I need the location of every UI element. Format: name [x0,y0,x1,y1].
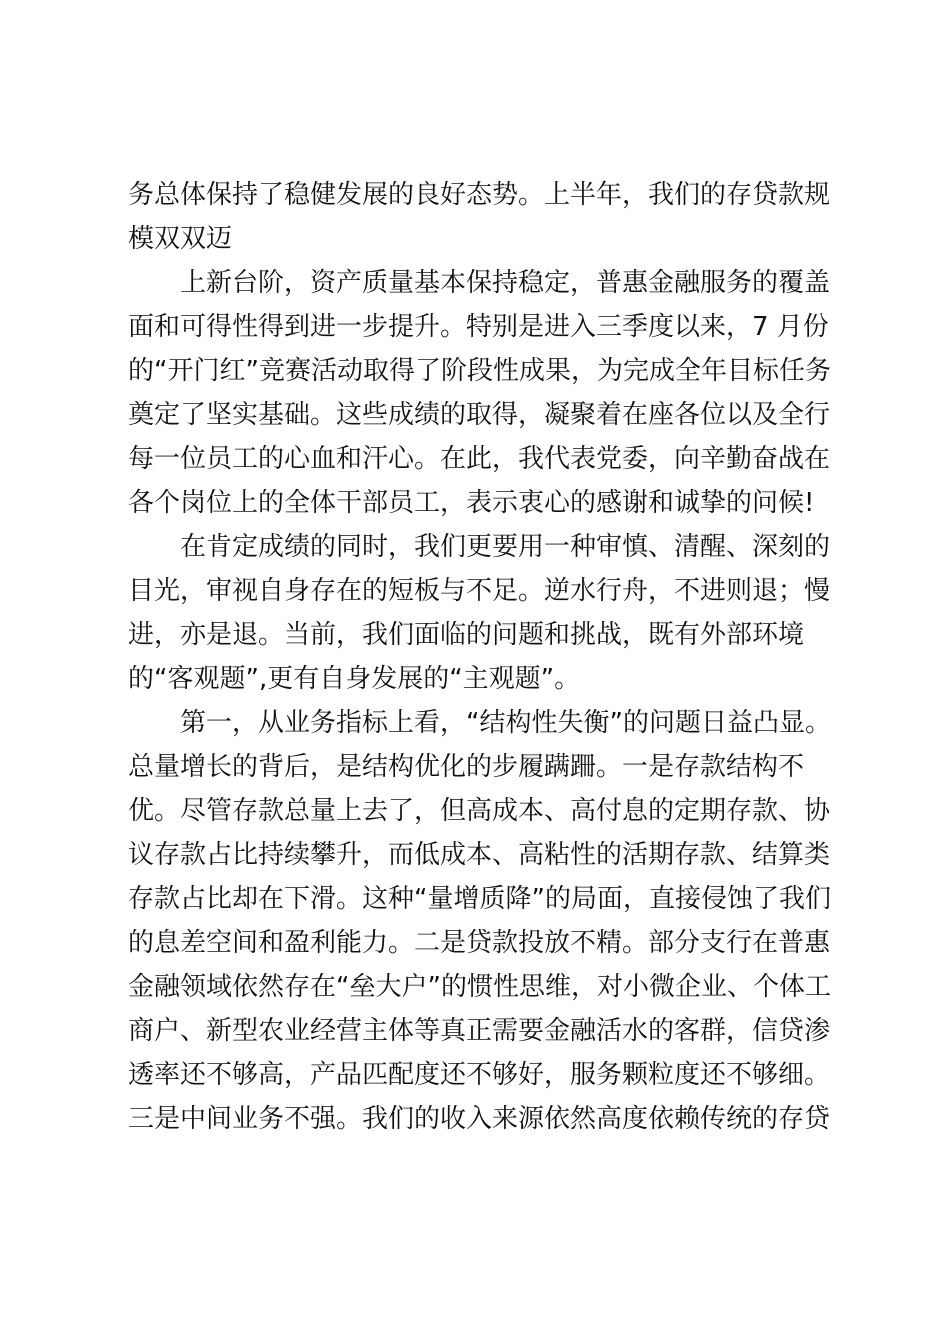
text-line: 三是中间业务不强。我们的收入来源依然高度依赖传统的存贷 [128,1104,831,1134]
text-line: 优。尽管存款总量上去了，但高成本、高付息的定期存款、协 [128,796,831,826]
text-line: 的“客观题”,更有自身发展的“主观题”。 [128,664,581,694]
text-line: 务总体保持了稳健发展的良好态势。上半年，我们的存贷款规 [128,180,831,210]
text-line: 总量增长的背后，是结构优化的步履蹒跚。一是存款结构不 [128,752,805,782]
paragraph-line: 在肯定成绩的同时，我们更要用一种审慎、清醒、深刻的 [180,532,831,562]
text-line: 各个岗位上的全体干部员工，表示衷心的感谢和诚挚的问候! [128,488,815,518]
paragraph-line: 第一，从业务指标上看，“结构性失衡”的问题日益凸显。 [180,708,831,738]
text-line: 每一位员工的心血和汗心。在此，我代表党委，向辛勤奋战在 [128,444,831,474]
text-line: 进，亦是退。当前，我们面临的问题和挑战，既有外部环境 [128,620,805,650]
text-line: 面和可得性得到进一步提升。特别是进入三季度以来，7 月份 [128,312,829,342]
text-line: 奠定了坚实基础。这些成绩的取得，凝聚着在座各位以及全行 [128,400,831,430]
text-line: 商户、新型农业经营主体等真正需要金融活水的客群，信贷渗 [128,1016,831,1046]
document-body [128,173,831,1141]
text-line: 的“开门红”竞赛活动取得了阶段性成果，为完成全年目标任务 [128,356,831,386]
text-line: 的息差空间和盈利能力。二是贷款投放不精。部分支行在普惠 [128,928,831,958]
text-line: 模双双迈 [128,224,233,254]
text-line: 目光，审视自身存在的短板与不足。逆水行舟，不进则退；慢 [128,576,831,606]
text-line: 金融领域依然存在“垒大户”的惯性思维，对小微企业、个体工 [128,972,831,1002]
text-line: 透率还不够高，产品匹配度还不够好，服务颗粒度还不够细。 [128,1060,831,1090]
paragraph-line: 上新台阶，资产质量基本保持稳定，普惠金融服务的覆盖 [180,268,831,298]
text-line: 存款占比却在下滑。这种“量增质降”的局面，直接侵蚀了我们 [128,884,831,914]
text-line: 议存款占比持续攀升，而低成本、高粘性的活期存款、结算类 [128,840,831,870]
